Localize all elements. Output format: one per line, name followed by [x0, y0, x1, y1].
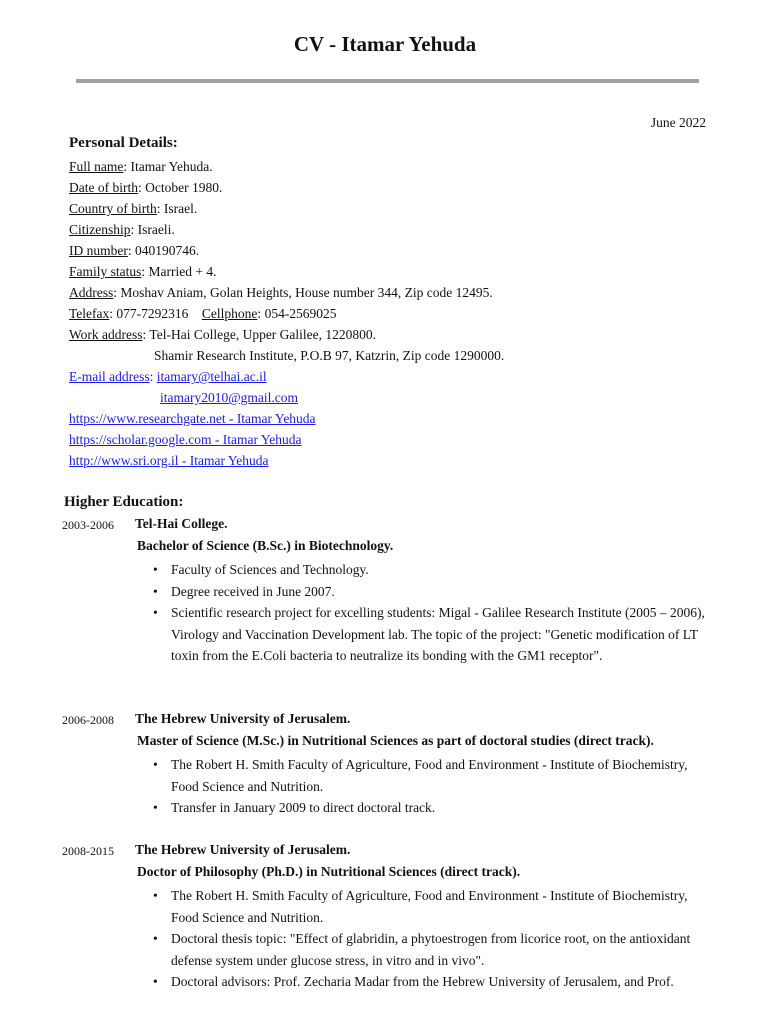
personal-details-heading: Personal Details:: [69, 135, 178, 151]
list-item: • Doctoral thesis topic: "Effect of glabridin, a phytoestrogen from licorice root, on the antioxidant defense system under glucose stress, in vitro and in vivo".: [153, 928, 713, 971]
dob-value: October 1980.: [145, 180, 223, 195]
work-address-row: Work address: Tel-Hai College, Upper Galilee, 1220800.: [69, 327, 377, 342]
id-label: ID number: [69, 243, 128, 258]
email-label: E-mail address: [69, 369, 150, 384]
work-address-2: Shamir Research Institute, P.O.B 97, Katzrin, Zip code 1290000.: [154, 348, 505, 363]
telefax-value: 077-7292316: [116, 306, 189, 321]
country-label: Country of birth: [69, 201, 157, 216]
citizenship-row: Citizenship: Israeli.: [69, 222, 175, 237]
id-value: 040190746.: [135, 243, 200, 258]
education-bullets: [153, 885, 713, 993]
phone-row: Telefax: 077-7292316 Cellphone: 054-2569025: [69, 306, 337, 321]
scholar-row: [69, 429, 729, 450]
researchgate-link[interactable]: https://www.researchgate.net - Itamar Yehuda: [69, 411, 316, 426]
list-item: • The Robert H. Smith Faculty of Agriculture, Food and Environment - Institute of Biochemistry, Food Science and Nutrition.: [153, 754, 713, 797]
country-row: Country of birth: Israel.: [69, 201, 198, 216]
family-row: Family status: Married + 4.: [69, 264, 217, 279]
cellphone-value: 054-2569025: [264, 306, 337, 321]
education-institution: The Hebrew University of Jerusalem.: [135, 711, 351, 726]
family-label: Family status: [69, 264, 142, 279]
education-years: 2006-2008: [62, 713, 114, 727]
education-degree: Bachelor of Science (B.Sc.) in Biotechnology.: [137, 538, 394, 553]
list-item: • The Robert H. Smith Faculty of Agriculture, Food and Environment - Institute of Biochemistry, Food Science and Nutrition.: [153, 885, 713, 928]
email-row-2: [69, 387, 729, 408]
citizenship-label: Citizenship: [69, 222, 131, 237]
education-degree: Master of Science (M.Sc.) in Nutritional Sciences as part of doctoral studies (direct track).: [137, 733, 654, 748]
researchgate-row: [69, 408, 729, 429]
list-item: • Doctoral advisors: Prof. Zecharia Madar from the Hebrew University of Jerusalem, and Prof.: [153, 971, 713, 993]
education-years: 2003-2006: [62, 518, 114, 532]
sri-link[interactable]: http://www.sri.org.il - Itamar Yehuda: [69, 453, 269, 468]
family-value: Married + 4.: [148, 264, 217, 279]
dob-row: Date of birth: October 1980.: [69, 180, 223, 195]
education-bullets: [153, 559, 713, 667]
title-divider: [76, 79, 699, 83]
work-address-row-2: [69, 345, 729, 366]
list-item: • Transfer in January 2009 to direct doctoral track.: [153, 797, 713, 819]
list-item: • Faculty of Sciences and Technology.: [153, 559, 713, 581]
dob-label: Date of birth: [69, 180, 138, 195]
work-address-label: Work address: [69, 327, 143, 342]
list-item: • Degree received in June 2007.: [153, 581, 713, 603]
id-row: ID number: 040190746.: [69, 243, 200, 258]
document-title: CV - Itamar Yehuda: [293, 32, 477, 56]
address-value: Moshav Aniam, Golan Heights, House number 344, Zip code 12495.: [120, 285, 493, 300]
higher-education-heading: Higher Education:: [64, 494, 184, 510]
education-degree: Doctor of Philosophy (Ph.D.) in Nutritional Sciences (direct track).: [137, 864, 521, 879]
email-link-2[interactable]: itamary2010@gmail.com: [160, 390, 299, 405]
address-label: Address: [69, 285, 114, 300]
full-name-row: Full name: Itamar Yehuda.: [69, 159, 213, 174]
telefax-label: Telefax: [69, 306, 110, 321]
education-bullets: [153, 754, 713, 819]
list-item: • Scientific research project for excelling students: Migal - Galilee Research Institute (2005 – 2006), Virology and Vaccination Development lab. The topic of the project: "Genetic modification of LT toxin from the E.Coli bacteria to neutralize its bonding with the GM1 receptor".: [153, 602, 713, 667]
citizenship-value: Israeli.: [137, 222, 175, 237]
sri-row: [69, 450, 729, 471]
personal-details: [69, 156, 729, 471]
address-row: Address: Moshav Aniam, Golan Heights, House number 344, Zip code 12495.: [69, 285, 493, 300]
full-name-label: Full name: [69, 159, 124, 174]
scholar-link[interactable]: https://scholar.google.com - Itamar Yehuda: [69, 432, 302, 447]
education-institution: Tel-Hai College.: [135, 516, 228, 531]
document-date: June 2022: [650, 115, 706, 130]
full-name-value: Itamar Yehuda.: [130, 159, 213, 174]
email-row: E-mail address: itamary@telhai.ac.il: [69, 369, 267, 384]
work-address-1: Tel-Hai College, Upper Galilee, 1220800.: [149, 327, 377, 342]
cellphone-label: Cellphone: [201, 306, 258, 321]
education-institution: The Hebrew University of Jerusalem.: [135, 842, 351, 857]
email-link-1[interactable]: itamary@telhai.ac.il: [156, 369, 267, 384]
country-value: Israel.: [163, 201, 198, 216]
education-years: 2008-2015: [62, 844, 114, 858]
